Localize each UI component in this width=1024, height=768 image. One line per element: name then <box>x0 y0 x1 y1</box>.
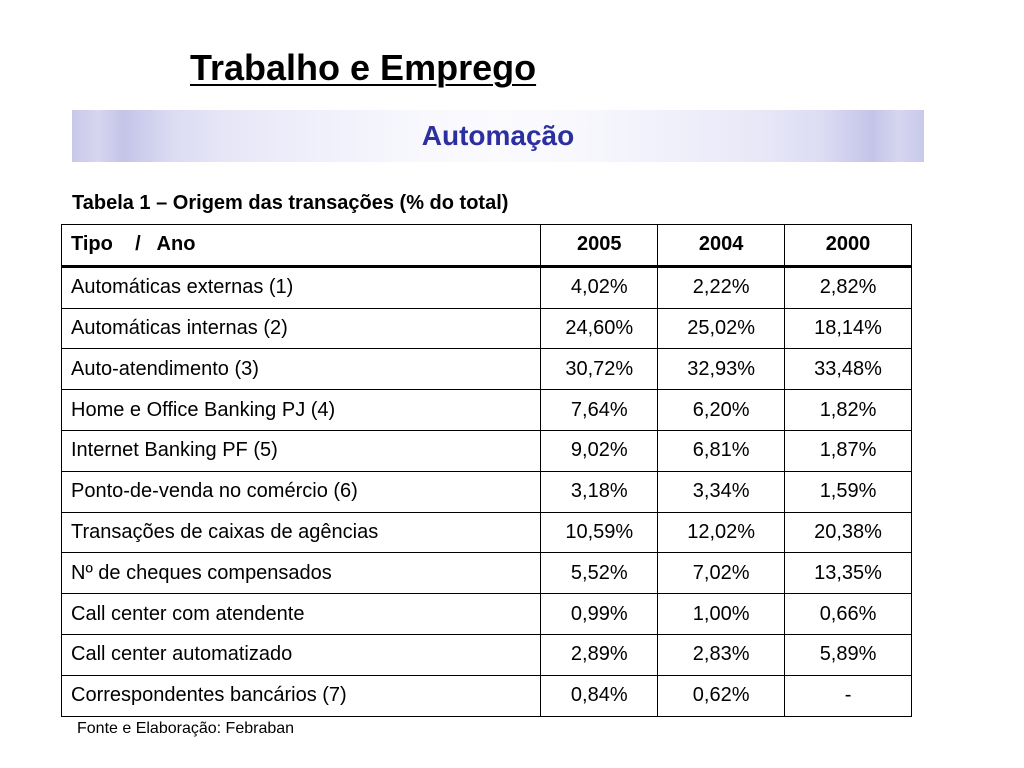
cell-value: 32,93% <box>658 349 785 390</box>
transactions-table <box>61 224 912 717</box>
section-title: Automação <box>421 120 575 151</box>
header-type-year: Tipo / Ano <box>62 225 541 267</box>
cell-value: 1,87% <box>785 430 912 471</box>
cell-value: 6,20% <box>658 390 785 431</box>
table-row <box>62 349 912 390</box>
row-label: Transações de caixas de agências <box>62 512 541 553</box>
header-year: 2005 <box>541 225 658 267</box>
cell-value: 0,62% <box>658 675 785 716</box>
row-label: Home e Office Banking PJ (4) <box>62 390 541 431</box>
cell-value: 1,59% <box>785 471 912 512</box>
table-row <box>62 553 912 594</box>
cell-value: 13,35% <box>785 553 912 594</box>
cell-value: 1,82% <box>785 390 912 431</box>
table-row <box>62 594 912 635</box>
table-row <box>62 430 912 471</box>
cell-value: 10,59% <box>541 512 658 553</box>
cell-value: 2,22% <box>658 266 785 308</box>
header-year: 2000 <box>785 225 912 267</box>
table-row <box>62 675 912 716</box>
cell-value: 18,14% <box>785 308 912 349</box>
row-label: Auto-atendimento (3) <box>62 349 541 390</box>
row-label: Automáticas externas (1) <box>62 266 541 308</box>
cell-value: 2,89% <box>541 634 658 675</box>
cell-value: 7,64% <box>541 390 658 431</box>
row-label: Call center automatizado <box>62 634 541 675</box>
cell-value: 3,34% <box>658 471 785 512</box>
source-note: Fonte e Elaboração: Febraban <box>77 720 295 737</box>
cell-value: 12,02% <box>658 512 785 553</box>
cell-value: 20,38% <box>785 512 912 553</box>
table-row <box>62 266 912 308</box>
cell-value: 2,83% <box>658 634 785 675</box>
cell-value: 5,89% <box>785 634 912 675</box>
cell-value: 7,02% <box>658 553 785 594</box>
table-row <box>62 512 912 553</box>
row-label: Correspondentes bancários (7) <box>62 675 541 716</box>
row-label: Nº de cheques compensados <box>62 553 541 594</box>
cell-value: 2,82% <box>785 266 912 308</box>
row-label: Automáticas internas (2) <box>62 308 541 349</box>
row-label: Ponto-de-venda no comércio (6) <box>62 471 541 512</box>
cell-value: 25,02% <box>658 308 785 349</box>
cell-value: 0,99% <box>541 594 658 635</box>
cell-value: 5,52% <box>541 553 658 594</box>
cell-value: 9,02% <box>541 430 658 471</box>
cell-value: 0,84% <box>541 675 658 716</box>
cell-value: 6,81% <box>658 430 785 471</box>
row-label: Internet Banking PF (5) <box>62 430 541 471</box>
cell-value: 33,48% <box>785 349 912 390</box>
table-caption: Tabela 1 – Origem das transações (% do total) <box>72 192 509 214</box>
header-year: 2004 <box>658 225 785 267</box>
cell-value: 3,18% <box>541 471 658 512</box>
cell-value: - <box>785 675 912 716</box>
page-title: Trabalho e Emprego <box>190 47 537 88</box>
cell-value: 24,60% <box>541 308 658 349</box>
table-row <box>62 471 912 512</box>
table-row <box>62 308 912 349</box>
cell-value: 1,00% <box>658 594 785 635</box>
cell-value: 4,02% <box>541 266 658 308</box>
row-label: Call center com atendente <box>62 594 541 635</box>
section-band <box>72 110 924 162</box>
cell-value: 30,72% <box>541 349 658 390</box>
table-header-row <box>62 225 912 267</box>
cell-value: 0,66% <box>785 594 912 635</box>
table-row <box>62 634 912 675</box>
table-row <box>62 390 912 431</box>
